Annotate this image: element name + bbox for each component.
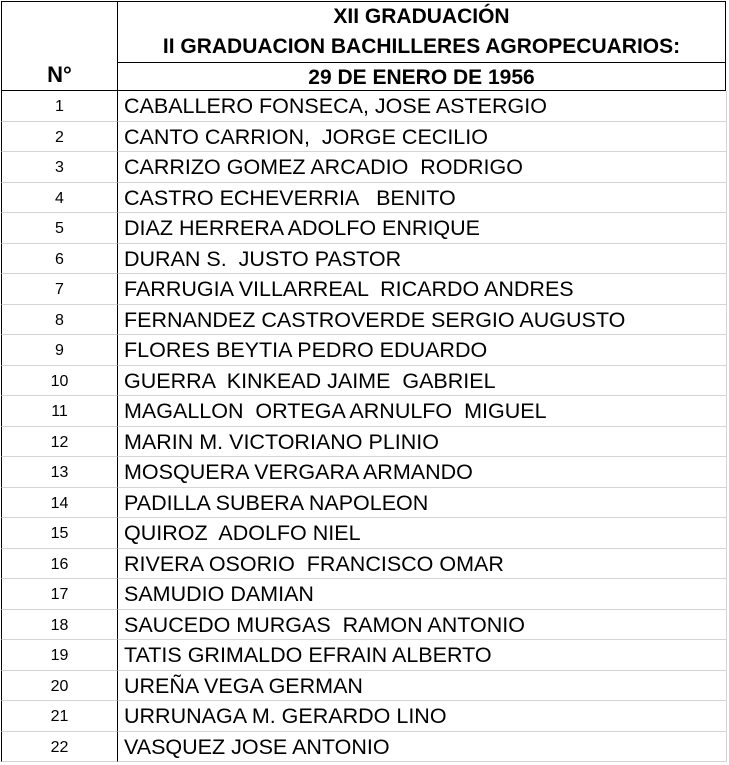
graduate-name: FARRUGIA VILLARREAL RICARDO ANDRES (118, 274, 727, 305)
graduate-name: DURAN S. JUSTO PASTOR (118, 244, 727, 275)
graduate-name: CABALLERO FONSECA, JOSE ASTERGIO (118, 91, 727, 122)
graduate-name: VASQUEZ JOSE ANTONIO (118, 732, 727, 763)
title-line-2: II GRADUACION BACHILLERES AGROPECUARIOS: (162, 35, 681, 58)
row-number: 17 (1, 579, 118, 610)
row-number: 20 (1, 671, 118, 702)
table-row (0, 671, 729, 702)
table-row (0, 122, 729, 153)
row-number: 4 (1, 183, 118, 214)
table-row (0, 396, 729, 427)
row-number: 13 (1, 457, 118, 488)
graduate-name: SAUCEDO MURGAS RAMON ANTONIO (118, 610, 727, 641)
row-number: 6 (1, 244, 118, 275)
row-number: 10 (1, 366, 118, 397)
graduate-name: URRUNAGA M. GERARDO LINO (118, 701, 727, 732)
row-number: 12 (1, 427, 118, 458)
row-number: 1 (1, 91, 118, 122)
table-row (0, 518, 729, 549)
graduate-name: PADILLA SUBERA NAPOLEON (118, 488, 727, 519)
graduate-name: CASTRO ECHEVERRIA BENITO (118, 183, 727, 214)
graduate-name: MOSQUERA VERGARA ARMANDO (118, 457, 727, 488)
graduate-name: GUERRA KINKEAD JAIME GABRIEL (118, 366, 727, 397)
table-row (0, 335, 729, 366)
table-row (0, 366, 729, 397)
row-number: 19 (1, 640, 118, 671)
row-number: 14 (1, 488, 118, 519)
row-number: 16 (1, 549, 118, 580)
row-number: 9 (1, 335, 118, 366)
row-number: 21 (1, 701, 118, 732)
table-row (0, 183, 729, 214)
table-row (0, 213, 729, 244)
row-number: 5 (1, 213, 118, 244)
row-number: 7 (1, 274, 118, 305)
table-row (0, 244, 729, 275)
table-row (0, 610, 729, 641)
graduate-name: UREÑA VEGA GERMAN (118, 671, 727, 702)
row-number: 11 (1, 396, 118, 427)
row-number: 15 (1, 518, 118, 549)
title-header (117, 1, 726, 91)
row-number: 22 (1, 732, 118, 763)
table-row (0, 488, 729, 519)
graduate-name: QUIROZ ADOLFO NIEL (118, 518, 727, 549)
table-row (0, 305, 729, 336)
table-row (0, 152, 729, 183)
graduate-name: MAGALLON ORTEGA ARNULFO MIGUEL (118, 396, 727, 427)
graduate-name: FLORES BEYTIA PEDRO EDUARDO (118, 335, 727, 366)
table-row (0, 579, 729, 610)
graduate-name: RIVERA OSORIO FRANCISCO OMAR (118, 549, 727, 580)
table-row (0, 457, 729, 488)
graduate-name: TATIS GRIMALDO EFRAIN ALBERTO (118, 640, 727, 671)
graduate-name: CARRIZO GOMEZ ARCADIO RODRIGO (118, 152, 727, 183)
table-row (0, 91, 729, 122)
graduate-name: DIAZ HERRERA ADOLFO ENRIQUE (118, 213, 727, 244)
table-row (0, 274, 729, 305)
graduate-name: SAMUDIO DAMIAN (118, 579, 727, 610)
row-number: 2 (1, 122, 118, 153)
number-column-header (1, 1, 118, 91)
table-row (0, 701, 729, 732)
table-row (0, 427, 729, 458)
row-number: 18 (1, 610, 118, 641)
row-number: 8 (1, 305, 118, 336)
table-row (0, 732, 729, 763)
title-line-3: 29 DE ENERO DE 1956 (118, 62, 725, 93)
table-row (0, 640, 729, 671)
graduate-name: FERNANDEZ CASTROVERDE SERGIO AUGUSTO (118, 305, 727, 336)
graduate-name: MARIN M. VICTORIANO PLINIO (118, 427, 727, 458)
title-line-1: XII GRADUACIÓN (333, 5, 510, 28)
table-row (0, 549, 729, 580)
row-number: 3 (1, 152, 118, 183)
graduate-name: CANTO CARRION, JORGE CECILIO (118, 122, 727, 153)
number-header-label: N° (47, 62, 72, 87)
